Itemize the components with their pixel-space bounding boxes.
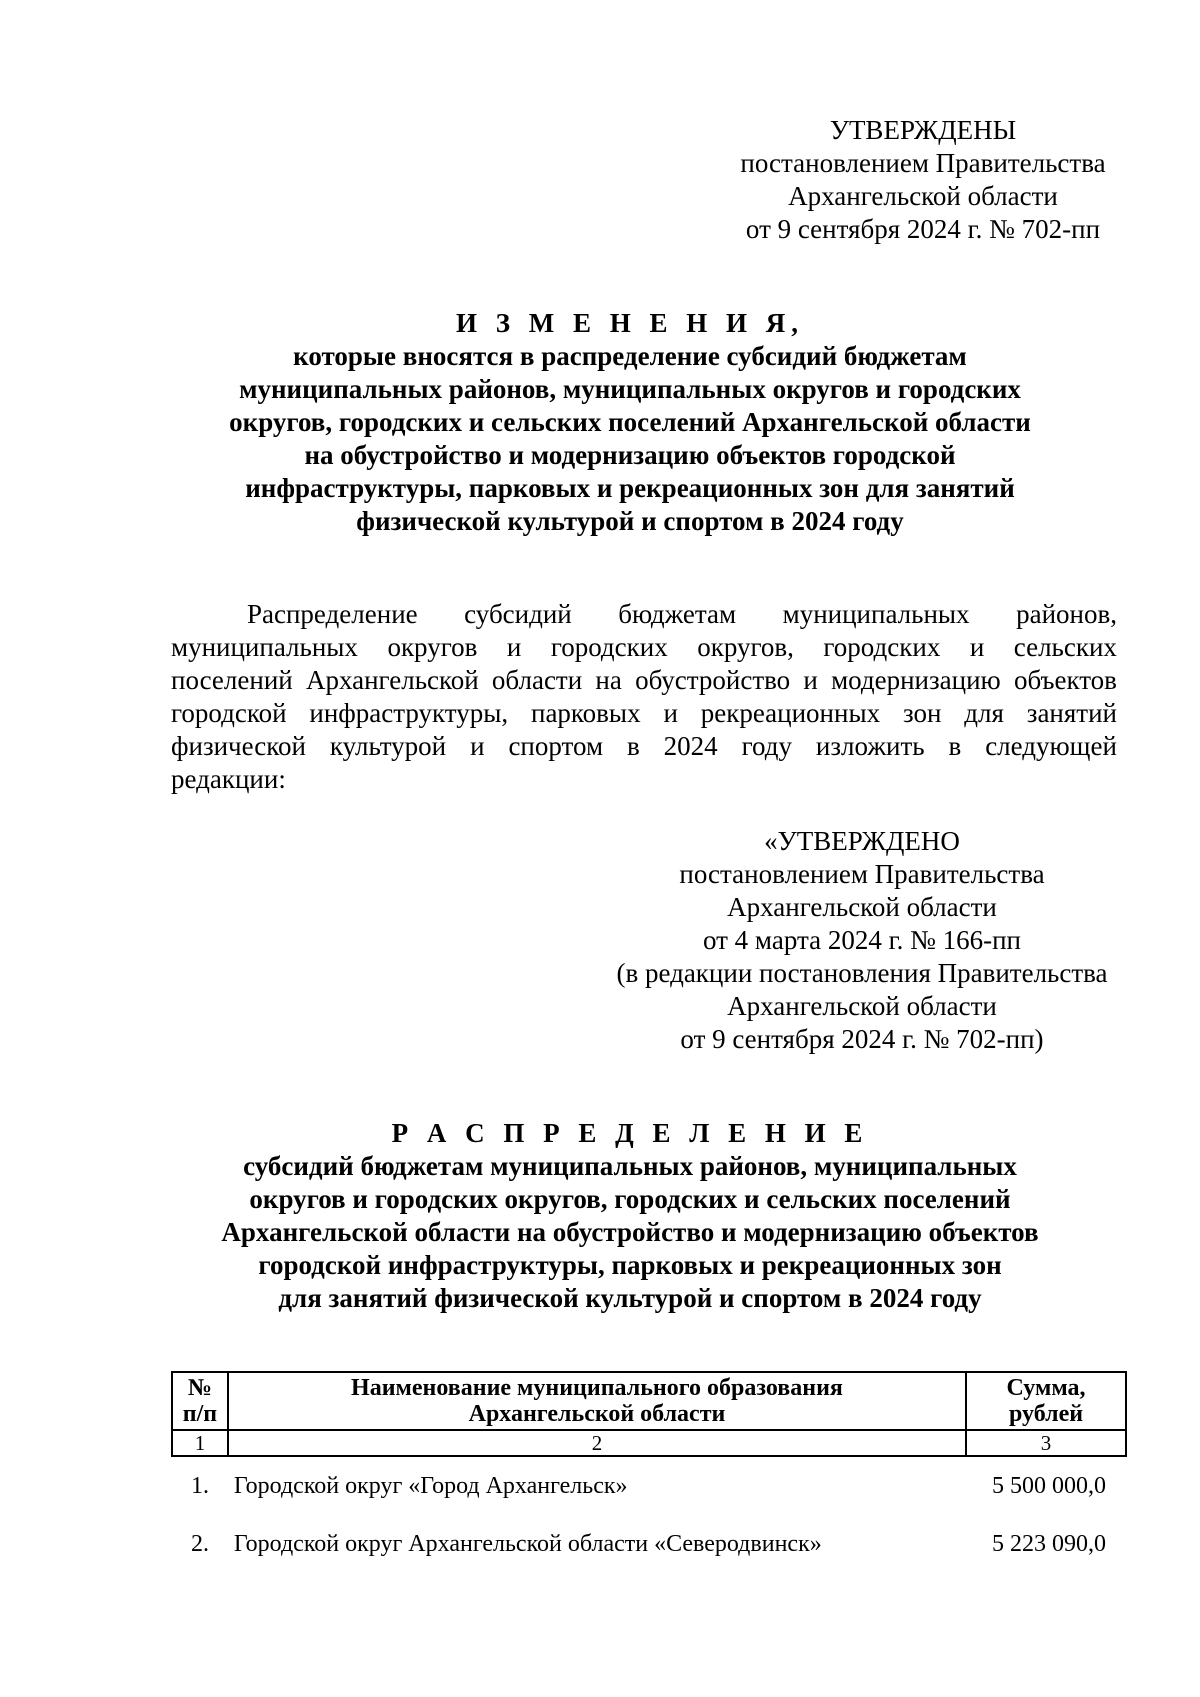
column-number: 3	[966, 1430, 1126, 1456]
intro-word: и	[969, 632, 985, 662]
intro-word: рекреационных	[700, 698, 881, 728]
intro-word: изложить	[815, 731, 925, 761]
intro-word: обустройство	[635, 665, 791, 695]
changes-title-line: округов, городских и сельских поселений Архангельской области	[229, 407, 1031, 437]
header-num	[172, 1372, 228, 1430]
intro-word: Архангельской	[305, 665, 479, 695]
intro-word: и	[663, 698, 678, 728]
distribution-title-line: Архангельской области на обустройство и модернизацию объектов	[221, 1217, 1039, 1247]
intro-word: инфраструктуры,	[309, 698, 509, 728]
intro-line	[171, 730, 1117, 763]
header-sum-line2: рублей	[1009, 1401, 1084, 1427]
intro-word: районов,	[1016, 599, 1117, 629]
table-header-row	[172, 1372, 1126, 1430]
intro-word: следующей	[985, 731, 1117, 761]
column-number: 1	[172, 1430, 228, 1456]
intro-line	[171, 664, 1117, 697]
header-sum	[966, 1372, 1126, 1430]
intro-word: занятий	[1026, 698, 1117, 728]
table-row	[172, 1456, 1126, 1515]
column-number: 2	[228, 1430, 966, 1456]
approval-line: Архангельской области	[788, 181, 1058, 211]
header-sum-line1: Сумма,	[1006, 1375, 1086, 1401]
distribution-table	[171, 1371, 1127, 1573]
approval-line: (в редакции постановления Правительства	[616, 958, 1108, 988]
intro-word: редакции:	[171, 764, 286, 794]
row-sum: 5 500 000,0	[992, 1473, 1106, 1499]
intro-word: городской	[171, 698, 287, 728]
approval-line: от 9 сентября 2024 г. № 702-пп	[745, 214, 1101, 244]
intro-word: на	[595, 665, 622, 695]
distribution-title-line: городской инфраструктуры, парковых и рекреационных зон	[258, 1250, 1002, 1280]
distribution-title-line: округов и городских округов, городских и сельских поселений	[249, 1184, 1011, 1214]
intro-line	[171, 763, 1117, 796]
intro-word: сельских	[1013, 632, 1117, 662]
approval-line: УТВЕРЖДЕНЫ	[829, 115, 1017, 145]
intro-word: парковых	[531, 698, 641, 728]
intro-word: бюджетам	[618, 599, 737, 629]
intro-word: Распределение	[247, 599, 418, 629]
intro-word: и	[506, 632, 522, 662]
header-name-line2: Архангельской области	[468, 1401, 726, 1427]
changes-heading: И З М Е Н Е Н И Я,	[455, 308, 804, 338]
intro-word: году	[741, 731, 792, 761]
approval-line: от 9 сентября 2024 г. № 702-пп)	[680, 1024, 1044, 1054]
intro-word: в	[626, 731, 640, 761]
intro-paragraph	[171, 598, 1117, 796]
intro-word: 2024	[663, 731, 718, 761]
distribution-title	[150, 1117, 1110, 1315]
intro-line	[171, 598, 1117, 631]
approval-line: от 4 марта 2024 г. № 166-пп	[702, 925, 1021, 955]
intro-word: в	[948, 731, 962, 761]
intro-word: области	[491, 665, 583, 695]
intro-word: объектов	[1013, 665, 1117, 695]
intro-line	[171, 631, 1117, 664]
intro-line	[171, 697, 1117, 730]
approval-stamp-inner	[592, 825, 1132, 1056]
approval-line: Архангельской области	[727, 892, 997, 922]
intro-word: городских	[550, 632, 668, 662]
intro-word: для	[964, 698, 1004, 728]
distribution-heading: Р А С П Р Е Д Е Л Е Н И Е	[391, 1118, 869, 1148]
changes-title-line: на обустройство и модернизацию объектов городской	[304, 440, 956, 470]
header-num-line1: №	[187, 1375, 212, 1401]
intro-word: субсидий	[464, 599, 572, 629]
header-name-line1: Наименование муниципального образования	[351, 1375, 843, 1401]
distribution-title-line: субсидий бюджетам муниципальных районов, муниципальных	[243, 1151, 1017, 1181]
intro-word: зон	[902, 698, 942, 728]
row-municipality: Городской округ Архангельской области «Северодвинск»	[233, 1531, 822, 1557]
intro-word: муниципальных	[782, 599, 970, 629]
intro-word: округов,	[697, 632, 794, 662]
row-number: 2.	[190, 1531, 209, 1557]
approval-line: постановлением Правительства	[679, 859, 1045, 889]
intro-word: и	[803, 665, 818, 695]
intro-word: поселений	[171, 665, 293, 695]
row-municipality: Городской округ «Город Архангельск»	[233, 1473, 628, 1499]
header-name	[228, 1372, 966, 1430]
intro-word: модернизацию	[831, 665, 1001, 695]
distribution-title-line: для занятий физической культурой и спортом в 2024 году	[278, 1283, 982, 1313]
column-number-row	[172, 1430, 1126, 1456]
intro-word: округов	[387, 632, 478, 662]
changes-title-line: которые вносятся в распределение субсидий бюджетам	[293, 341, 967, 371]
intro-word: и	[470, 731, 485, 761]
changes-title	[150, 307, 1110, 538]
changes-title-line: муниципальных районов, муниципальных округов и городских	[239, 374, 1021, 404]
changes-title-line: физической культурой и спортом в 2024 году	[356, 506, 904, 536]
approval-line: «УТВЕРЖДЕНО	[764, 826, 960, 856]
approval-line: Архангельской области	[727, 991, 997, 1021]
row-number: 1.	[190, 1473, 209, 1499]
header-num-line2: п/п	[182, 1401, 218, 1427]
approval-line: постановлением Правительства	[740, 148, 1106, 178]
intro-word: муниципальных	[171, 632, 358, 662]
intro-word: городских	[823, 632, 941, 662]
row-sum: 5 223 090,0	[992, 1531, 1106, 1557]
changes-title-line: инфраструктуры, парковых и рекреационных зон для занятий	[245, 473, 1015, 503]
table-row	[172, 1515, 1126, 1573]
intro-word: культурой	[329, 731, 447, 761]
approval-stamp-top	[723, 114, 1123, 246]
intro-word: спортом	[508, 731, 604, 761]
intro-word: физической	[171, 731, 306, 761]
